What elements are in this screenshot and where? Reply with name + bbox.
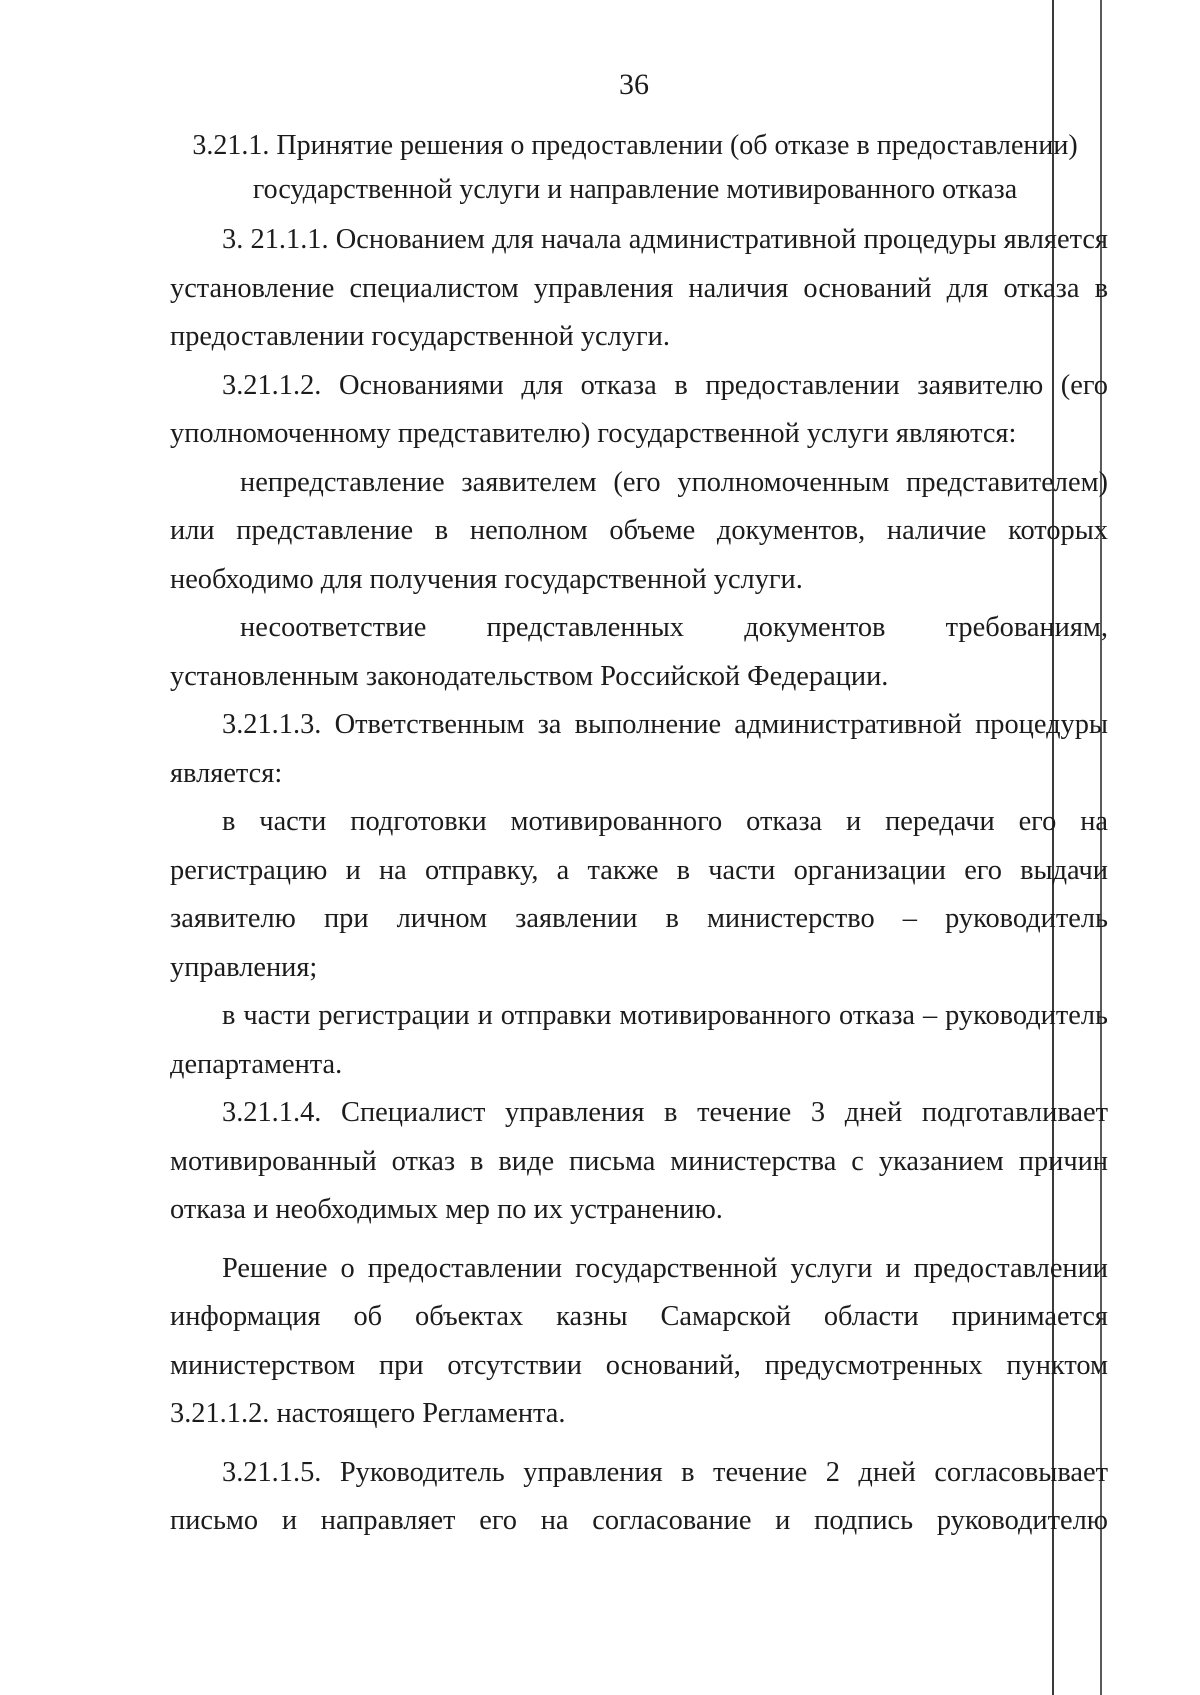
text-line: является: [170, 757, 283, 789]
text-line: 3.21.1.2. настоящего Регламента. [170, 1398, 566, 1429]
paragraph [170, 604, 1108, 701]
text-line: предоставлении государственной услуги. [170, 321, 670, 352]
text-line: заявителю при личном заявлении в министерство – руководитель [170, 903, 1108, 934]
text-line: 3.21.1.4. Специалист управления в течение 3 дней подготавливает [222, 1097, 1108, 1128]
paragraph [170, 1449, 1108, 1546]
text-line: установленным законодательством Российской Федерации. [170, 660, 889, 692]
page-number: 36 [619, 68, 649, 101]
text-line: отказа и необходимых мер по их устранению. [170, 1194, 723, 1225]
text-line: министерством при отсутствии оснований, предусмотренных пунктом [170, 1349, 1108, 1381]
paragraph [170, 992, 1108, 1089]
document-body [170, 216, 1108, 1546]
text-line: или представление в неполном объеме документов, наличие которых [170, 515, 1108, 546]
text-line: 3.21.1.5. Руководитель управления в течение 2 дней согласовывает [222, 1456, 1108, 1488]
paragraph [170, 459, 1108, 605]
text-line: установление специалистом управления наличия оснований для отказа в [170, 272, 1108, 304]
text-line: информация об объектах казны Самарской области принимается [170, 1301, 1108, 1332]
paragraph [170, 216, 1108, 362]
text-line: необходимо для получения государственной услуги. [170, 563, 803, 595]
text-line: непредставление заявителем (его уполномоченным представителем) [240, 466, 1108, 498]
text-line: в части регистрации и отправки мотивированного отказа – руководитель [222, 1000, 1108, 1031]
paragraph [170, 701, 1108, 798]
paragraph-gap [170, 1439, 1108, 1449]
text-line: уполномоченному представителю) государственной услуги являются: [170, 418, 1017, 449]
text-line: письмо и направляет его на согласование и подпись руководителю [170, 1505, 1108, 1536]
paragraph [170, 1245, 1108, 1439]
text-line: регистрацию и на отправку, а также в части организации его выдачи [170, 854, 1108, 886]
paragraph [170, 362, 1108, 459]
paragraph [170, 1089, 1108, 1235]
text-line: 3.21.1.3. Ответственным за выполнение административной процедуры [222, 709, 1108, 740]
text-line: в части подготовки мотивированного отказа и передачи его на [222, 806, 1108, 837]
paragraph [170, 798, 1108, 992]
text-line: 3. 21.1.1. Основанием для начала административной процедуры является [222, 224, 1108, 255]
section-title-line: 3.21.1. Принятие решения о предоставлении (об отказе в предоставлении) [192, 130, 1078, 161]
text-line: мотивированный отказ в виде письма министерства с указанием причин [170, 1145, 1108, 1177]
text-line: управления; [170, 951, 318, 983]
text-line: департамента. [170, 1048, 343, 1080]
section-title [170, 124, 1100, 212]
section-title-line: государственной услуги и направление мотивированного отказа [252, 174, 1018, 205]
text-line: несоответствие представленных документов требованиям, [240, 612, 1108, 643]
text-line: 3.21.1.2. Основаниями для отказа в предоставлении заявителю (его [222, 369, 1108, 401]
paragraph-gap [170, 1235, 1108, 1245]
text-line: Решение о предоставлении государственной услуги и предоставлении [222, 1252, 1108, 1284]
